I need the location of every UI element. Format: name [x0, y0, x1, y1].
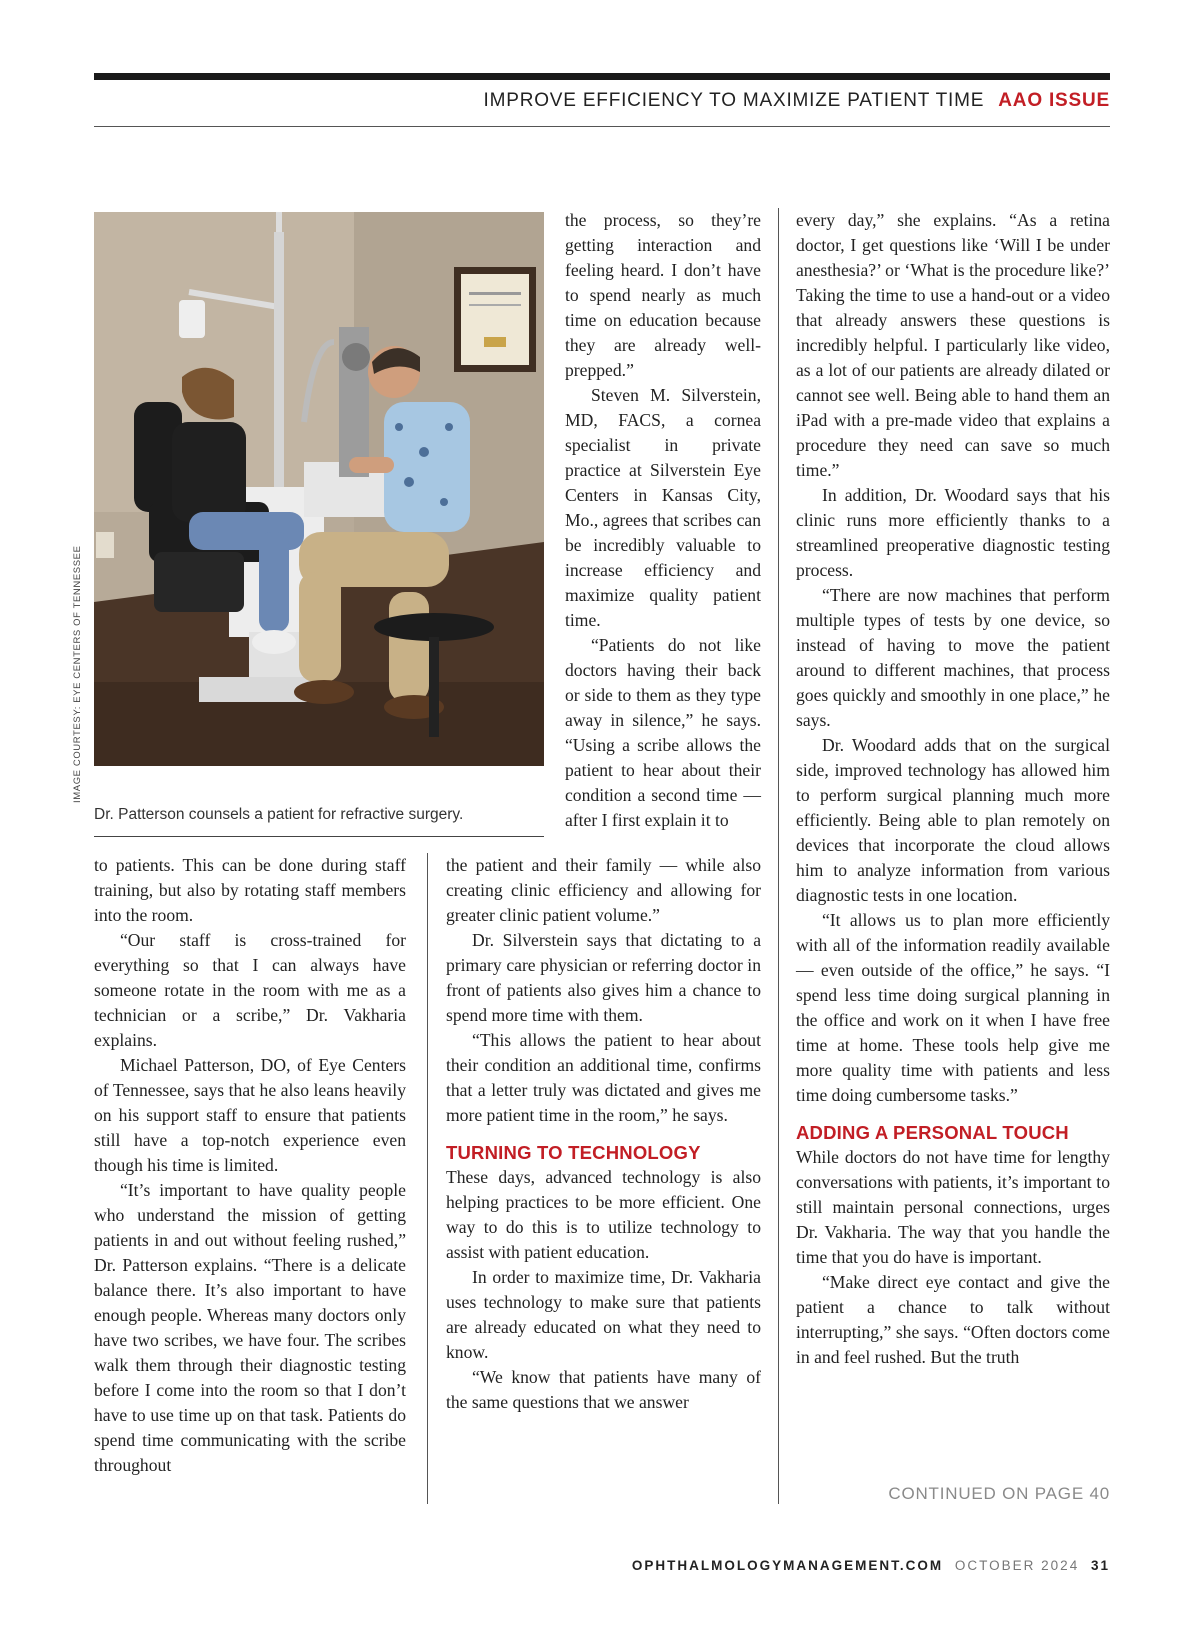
paragraph: “We know that patients have many of the same questions that we answer: [446, 1367, 761, 1412]
photo-credit: IMAGE COURTESY: EYE CENTERS OF TENNESSEE: [72, 545, 83, 803]
paragraph: “It allows us to plan more efficiently with all of the information readily available — even outside of the office,” he says. “I spend less time doing surgical planning in the office and work on it when I have free time at home. These tools help give me more quality time with patients and less time doing cumbersome tasks.”: [796, 910, 1110, 1105]
column-divider: [778, 208, 779, 1504]
paragraph: While doctors do not have time for lengthy conversations with patients, it’s important to still maintain personal connections, urges Dr. Vakharia. The way that you handle the time that you do have is important.: [796, 1147, 1110, 1267]
paragraph: Dr. Silverstein says that dictating to a primary care physician or referring doctor in front of patients also gives him a chance to spend more time with them.: [446, 930, 761, 1025]
paragraph: the process, so they’re getting interaction and feeling heard. I don’t have to spend nearly as much time on education because they are already well-prepped.”: [565, 210, 761, 380]
paragraph: In order to maximize time, Dr. Vakharia uses technology to make sure that patients are already educated on what they need to know.: [446, 1267, 761, 1362]
top-rule: [94, 73, 1110, 80]
paragraph: Steven M. Silverstein, MD, FACS, a cornea specialist in private practice at Silverstein Eye Centers in Kansas City, Mo., agrees that scribes can be incredibly valuable to increase efficiency and maximize quality patient time.: [565, 385, 761, 630]
paragraph: “Patients do not like doctors having their back or side to them as they type away in silence,” he says. “Using a scribe allows the patient to hear about their condition a second time — after I first explain it to: [565, 635, 761, 830]
paragraph: These days, advanced technology is also helping practices to be more efficient. One way to do this is to utilize technology to assist with patient education.: [446, 1167, 761, 1262]
subhead-turning-to-technology: TURNING TO TECHNOLOGY: [446, 1142, 701, 1163]
paragraph: to patients. This can be done during staff training, but also by rotating staff members into the room.: [94, 855, 406, 925]
column-2-bottom: [446, 853, 761, 1415]
section-title: IMPROVE EFFICIENCY TO MAXIMIZE PATIENT TIME: [483, 90, 985, 111]
header-rule: [94, 126, 1110, 127]
paragraph: In addition, Dr. Woodard says that his clinic runs more efficiently thanks to a streamlined preoperative diagnostic testing process.: [796, 485, 1110, 580]
running-head: [94, 90, 1110, 112]
article-photo: [94, 212, 544, 766]
page-footer: [94, 1558, 1110, 1573]
paragraph: “Make direct eye contact and give the patient a chance to talk without interrupting,” she says. “Often doctors come in and feel rushed. But the truth: [796, 1272, 1110, 1367]
photo-caption: Dr. Patterson counsels a patient for refractive surgery.: [94, 806, 464, 823]
footer-date: OCTOBER 2024: [954, 1558, 1080, 1573]
paragraph: the patient and their family — while also creating clinic efficiency and allowing for greater clinic patient volume.”: [446, 855, 761, 925]
footer-site: OPHTHALMOLOGYMANAGEMENT.COM: [631, 1558, 944, 1573]
paragraph: every day,” she explains. “As a retina doctor, I get questions like ‘Will I be under anesthesia?’ or ‘What is the procedure like?’ Taking the time to use a hand-out or a video that already answers these questions is incredibly helpful. I particularly like video, as a lot of our patients are already dilated or cannot see well. Being able to hand them an iPad with a pre-made video that explains a procedure they need can save so much time.”: [796, 210, 1110, 480]
column-2-top: [565, 208, 761, 833]
paragraph: “Our staff is cross-trained for everything so that I can always have someone rotate in the room with me as a technician or a scribe,” Dr. Vakharia explains.: [94, 930, 406, 1050]
caption-rule: [94, 836, 544, 837]
paragraph: “There are now machines that perform multiple types of tests by one device, so instead of having to move the patient around to different machines, that process goes quickly and smoothly in one place,” he says.: [796, 585, 1110, 730]
paragraph: Dr. Woodard adds that on the surgical side, improved technology has allowed him to perform surgical planning much more efficiently. Being able to plan remotely on devices that incorporate the cloud allows him to analyze information from various diagnostic tests in one location.: [796, 735, 1110, 905]
column-3: [796, 208, 1110, 1370]
paragraph: “This allows the patient to hear about their condition an additional time, confirms that a letter truly was dictated and gives me more patient time in the room,” he says.: [446, 1030, 761, 1125]
subhead-adding-a-personal-touch: ADDING A PERSONAL TOUCH: [796, 1122, 1069, 1143]
column-divider: [427, 853, 428, 1504]
paragraph: “It’s important to have quality people who understand the mission of getting patients in and out without feeling rushed,” Dr. Patterson explains. “There is a delicate balance there. It’s also important to have enough people. Whereas many doctors only have two scribes, we have four. The scribes walk them through their diagnostic testing before I come into the room so that I don’t have to use time up on that task. Patients do spend time communicating with the scribe throughout: [94, 1180, 406, 1475]
continued-notice: CONTINUED ON PAGE 40: [888, 1484, 1110, 1503]
paragraph: Michael Patterson, DO, of Eye Centers of Tennessee, says that he also leans heavily on his support staff to ensure that patients still have a top-notch experience even though his time is limited.: [94, 1055, 406, 1175]
column-1: [94, 853, 406, 1478]
page-number: 31: [1090, 1558, 1110, 1573]
issue-tag: AAO ISSUE: [998, 90, 1110, 111]
